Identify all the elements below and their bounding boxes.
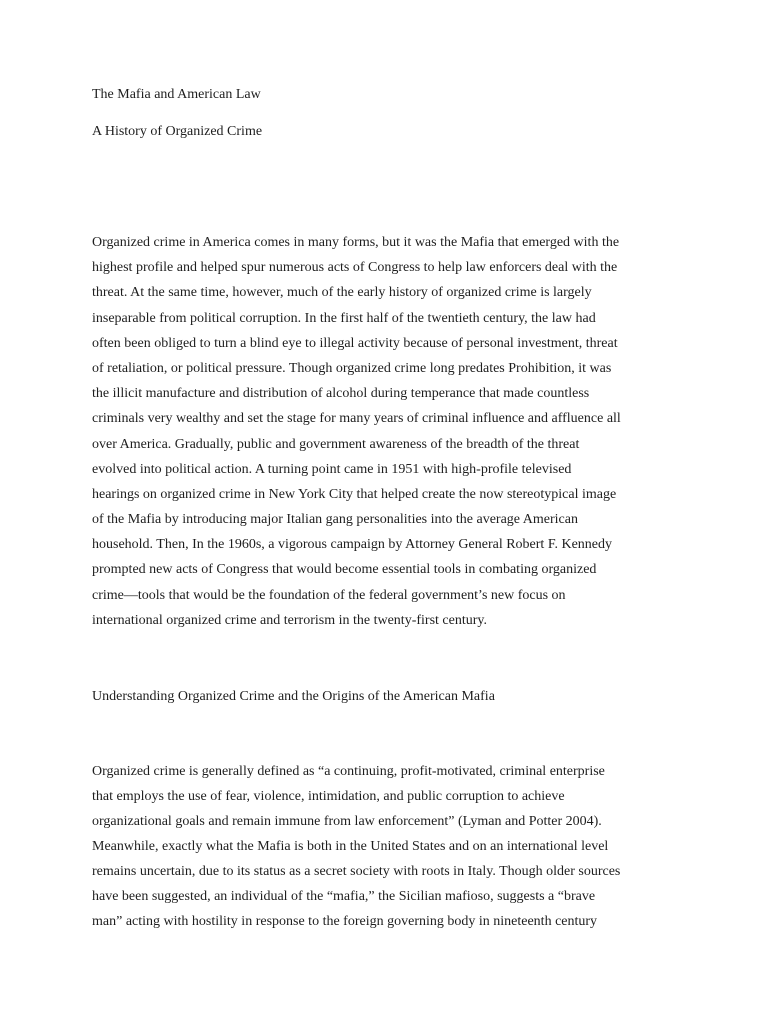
section-heading-text: Understanding Organized Crime and the Origins of the American Mafia — [92, 689, 495, 704]
paragraph-definition — [92, 759, 732, 934]
paragraph-line: highest profile and helped spur numerous acts of Congress to help law enforcers deal with the — [92, 260, 618, 276]
paragraph-line: prompted new acts of Congress that would become essential tools in combating organized — [92, 562, 597, 578]
paragraph-line: often been obliged to turn a blind eye to illegal activity because of personal investment, threat — [92, 335, 618, 351]
paragraph-line: Meanwhile, exactly what the Mafia is both in the United States and on an international level — [92, 839, 609, 854]
paragraph-intro — [92, 230, 732, 633]
paragraph-line: over America. Gradually, public and government awareness of the breadth of the threat — [92, 436, 580, 452]
document-title — [92, 82, 732, 107]
paragraph-line: Organized crime in America comes in many forms, but it was the Mafia that emerged with the — [92, 235, 620, 250]
paragraph-line: of the Mafia by introducing major Italian gang personalities into the average American — [92, 512, 578, 528]
document-subtitle-text: A History of Organized Crime — [92, 124, 263, 139]
paragraph-line: criminals very wealthy and set the stage for many years of criminal influence and affluence all — [92, 411, 621, 427]
paragraph-line: international organized crime and terrorism in the twenty-first century. — [92, 612, 487, 628]
paragraph-line: organizational goals and remain immune from law enforcement” (Lyman and Potter 2004). — [92, 814, 602, 829]
paragraph-line: have been suggested, an individual of the “mafia,” the Sicilian mafioso, suggests a “brave — [92, 889, 596, 904]
document-subtitle — [92, 119, 732, 144]
paragraph-line: threat. At the same time, however, much of the early history of organized crime is largely — [92, 285, 592, 301]
paragraph-line: inseparable from political corruption. In the first half of the twentieth century, the law had — [92, 310, 596, 326]
paragraph-line: that employs the use of fear, violence, intimidation, and public corruption to achieve — [92, 789, 565, 804]
paragraph-line: of retaliation, or political pressure. Though organized crime long predates Prohibition, it was — [92, 360, 612, 376]
paragraph-line: crime—tools that would be the foundation of the federal government’s new focus on — [92, 587, 566, 603]
paragraph-line: household. Then, In the 1960s, a vigorous campaign by Attorney General Robert F. Kennedy — [92, 537, 613, 553]
paragraph-line: man” acting with hostility in response to the foreign governing body in nineteenth century — [92, 914, 598, 929]
paragraph-line: Organized crime is generally defined as “a continuing, profit-motivated, criminal enterprise — [92, 764, 605, 779]
paragraph-line: hearings on organized crime in New York City that helped create the now stereotypical image — [92, 486, 617, 502]
paragraph-line: evolved into political action. A turning point came in 1951 with high-profile televised — [92, 461, 572, 477]
document-title-text: The Mafia and American Law — [92, 87, 261, 102]
paragraph-line: the illicit manufacture and distribution of alcohol during temperance that made countless — [92, 386, 590, 402]
paragraph-line: remains uncertain, due to its status as a secret society with roots in Italy. Though older sources — [92, 864, 621, 879]
section-heading — [92, 684, 732, 709]
